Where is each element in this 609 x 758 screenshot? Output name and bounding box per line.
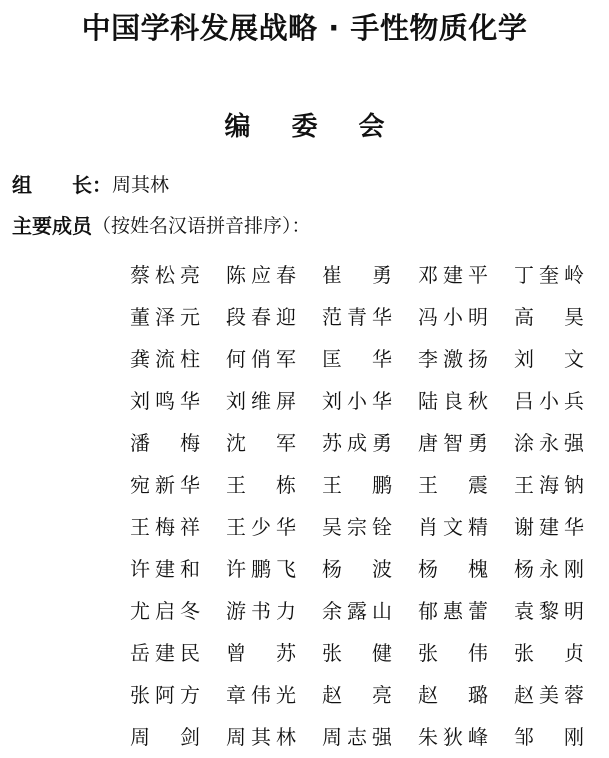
member-name: 匡 华 bbox=[322, 347, 392, 371]
leader-line bbox=[12, 170, 169, 200]
member-row bbox=[130, 674, 590, 716]
members-sort-note: （按姓名汉语拼音排序）： bbox=[92, 215, 311, 237]
members-label: 主要成员 bbox=[12, 214, 92, 238]
member-name: 吴宗铨 bbox=[322, 515, 392, 539]
member-name: 张 贞 bbox=[514, 641, 584, 665]
member-name: 周志强 bbox=[322, 725, 392, 749]
committee-title: 编 委 会 bbox=[224, 112, 401, 142]
member-name: 许建和 bbox=[130, 557, 200, 581]
member-name: 李激扬 bbox=[418, 347, 488, 371]
member-row bbox=[130, 296, 590, 338]
member-name: 谢建华 bbox=[514, 515, 584, 539]
member-name: 王少华 bbox=[226, 515, 296, 539]
member-name: 吕小兵 bbox=[514, 389, 584, 413]
member-name: 邹 刚 bbox=[514, 725, 584, 749]
member-name: 陆良秋 bbox=[418, 389, 488, 413]
member-name: 张阿方 bbox=[130, 683, 200, 707]
member-row bbox=[130, 254, 590, 296]
member-name: 尤启冬 bbox=[130, 599, 200, 623]
member-name: 张 伟 bbox=[418, 641, 488, 665]
member-name: 朱狄峰 bbox=[418, 725, 488, 749]
member-name: 涂永强 bbox=[514, 431, 584, 455]
member-row bbox=[130, 338, 590, 380]
member-name: 范青华 bbox=[322, 305, 392, 329]
member-row bbox=[130, 422, 590, 464]
member-name: 章伟光 bbox=[226, 683, 296, 707]
member-name: 丁奎岭 bbox=[514, 263, 584, 287]
member-row bbox=[130, 590, 590, 632]
member-name: 周 剑 bbox=[130, 725, 200, 749]
member-name: 刘 文 bbox=[514, 347, 584, 371]
member-name: 许鹏飞 bbox=[226, 557, 296, 581]
member-name: 余露山 bbox=[322, 599, 392, 623]
member-name: 龚流柱 bbox=[130, 347, 200, 371]
member-name: 刘维屏 bbox=[226, 389, 296, 413]
member-name: 沈 军 bbox=[226, 431, 296, 455]
member-name: 游书力 bbox=[226, 599, 296, 623]
member-name: 王梅祥 bbox=[130, 515, 200, 539]
member-name: 赵 璐 bbox=[418, 683, 488, 707]
member-name: 赵 亮 bbox=[322, 683, 392, 707]
member-name: 郁惠蕾 bbox=[418, 599, 488, 623]
member-name: 杨 槐 bbox=[418, 557, 488, 581]
member-name: 王海钠 bbox=[514, 473, 584, 497]
member-name: 王 鹏 bbox=[322, 473, 392, 497]
member-name: 董泽元 bbox=[130, 305, 200, 329]
member-name: 崔 勇 bbox=[322, 263, 392, 287]
member-name: 陈应春 bbox=[226, 263, 296, 287]
member-name: 潘 梅 bbox=[130, 431, 200, 455]
member-row bbox=[130, 380, 590, 422]
member-name: 唐智勇 bbox=[418, 431, 488, 455]
leader-name: 周其林 bbox=[112, 174, 170, 196]
member-name: 冯小明 bbox=[418, 305, 488, 329]
member-name: 何俏军 bbox=[226, 347, 296, 371]
member-name: 杨永刚 bbox=[514, 557, 584, 581]
member-name-grid bbox=[130, 254, 590, 758]
member-name: 高 昊 bbox=[514, 305, 584, 329]
member-name: 杨 波 bbox=[322, 557, 392, 581]
member-name: 王 栋 bbox=[226, 473, 296, 497]
member-name: 苏成勇 bbox=[322, 431, 392, 455]
member-name: 袁黎明 bbox=[514, 599, 584, 623]
book-title: 中国学科发展战略 · 手性物质化学 bbox=[81, 11, 528, 45]
member-row bbox=[130, 464, 590, 506]
leader-label: 组 长： bbox=[12, 173, 112, 197]
member-row bbox=[130, 632, 590, 674]
member-name: 肖文精 bbox=[418, 515, 488, 539]
member-name: 曾 苏 bbox=[226, 641, 296, 665]
member-name: 刘鸣华 bbox=[130, 389, 200, 413]
member-name: 宛新华 bbox=[130, 473, 200, 497]
member-name: 段春迎 bbox=[226, 305, 296, 329]
member-row bbox=[130, 506, 590, 548]
member-name: 邓建平 bbox=[418, 263, 488, 287]
member-name: 赵美蓉 bbox=[514, 683, 584, 707]
members-line bbox=[12, 211, 311, 241]
member-name: 张 健 bbox=[322, 641, 392, 665]
member-name: 王 震 bbox=[418, 473, 488, 497]
member-row bbox=[130, 548, 590, 590]
member-name: 岳建民 bbox=[130, 641, 200, 665]
member-name: 蔡松亮 bbox=[130, 263, 200, 287]
member-name: 刘小华 bbox=[322, 389, 392, 413]
member-name: 周其林 bbox=[226, 725, 296, 749]
